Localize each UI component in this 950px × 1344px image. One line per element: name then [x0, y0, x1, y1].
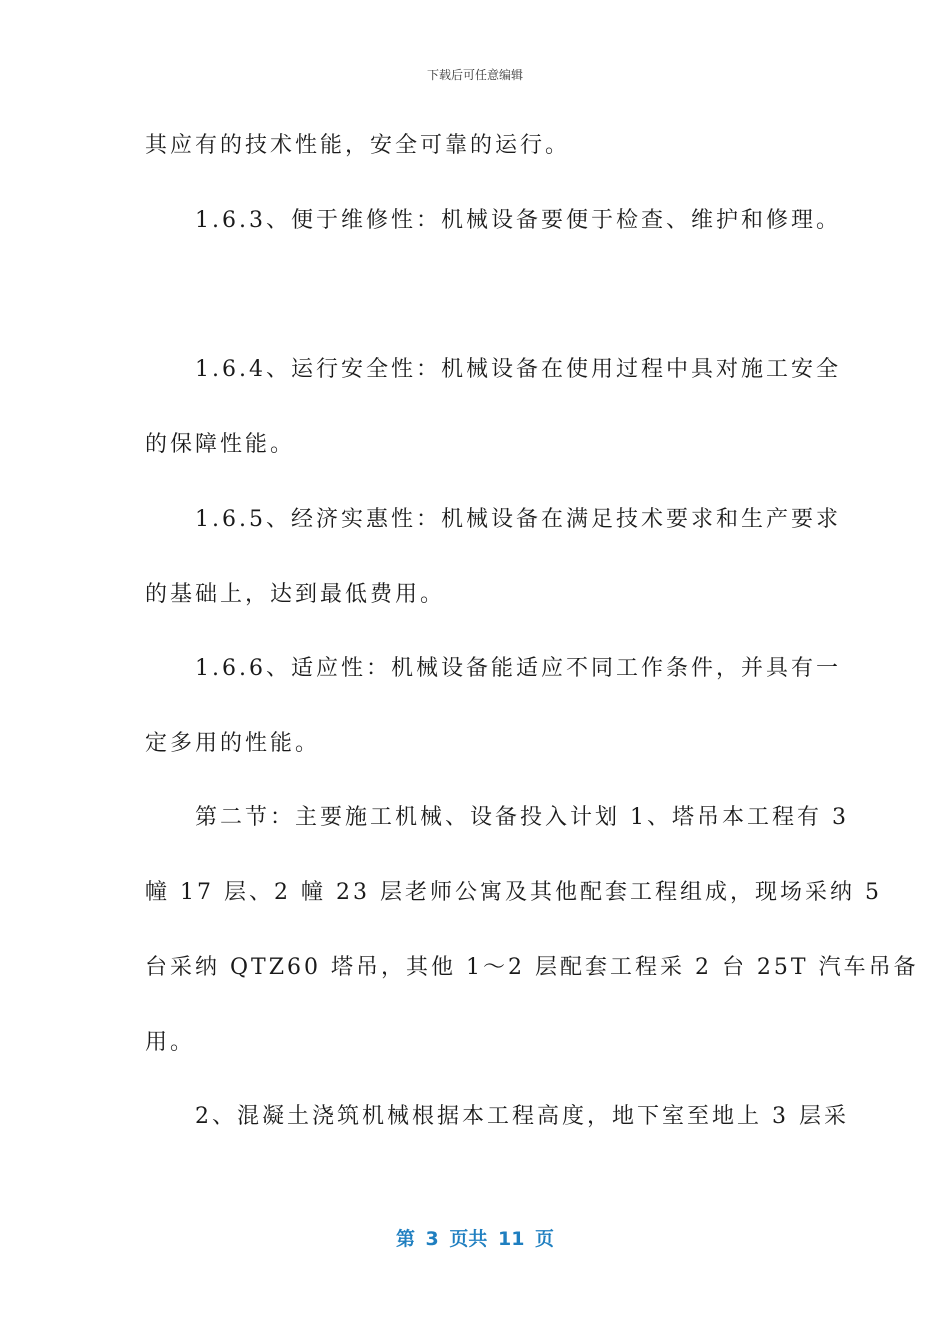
page-number-footer: 第 3 页共 11 页	[395, 1228, 555, 1250]
text-line: 第二节：主要施工机械、设备投入计划 1、塔吊本工程有 3	[145, 805, 849, 830]
text-line: 定多用的性能。	[145, 731, 321, 756]
page-header-note: 下载后可任意编辑	[426, 68, 523, 82]
text-line: 1.6.4、运行安全性：机械设备在使用过程中具对施工安全	[145, 357, 841, 382]
text-line: 1.6.5、经济实惠性：机械设备在满足技术要求和生产要求	[145, 507, 841, 532]
text-line: 其应有的技术性能，安全可靠的运行。	[145, 133, 571, 158]
text-line: 的保障性能。	[145, 432, 296, 457]
text-line: 台采纳 QTZ60 塔吊，其他 1～2 层配套工程采 2 台 25T 汽车吊备	[145, 955, 919, 980]
text-line: 2、混凝土浇筑机械根据本工程高度，地下室至地上 3 层采	[145, 1104, 849, 1129]
text-line: 1.6.6、适应性：机械设备能适应不同工作条件，并具有一	[145, 656, 841, 681]
text-line: 1.6.3、便于维修性：机械设备要便于检查、维护和修理。	[145, 208, 841, 233]
text-line: 用。	[145, 1030, 196, 1055]
text-line: 幢 17 层、2 幢 23 层老师公寓及其他配套工程组成，现场采纳 5	[145, 880, 882, 905]
text-line: 的基础上，达到最低费用。	[145, 582, 446, 607]
